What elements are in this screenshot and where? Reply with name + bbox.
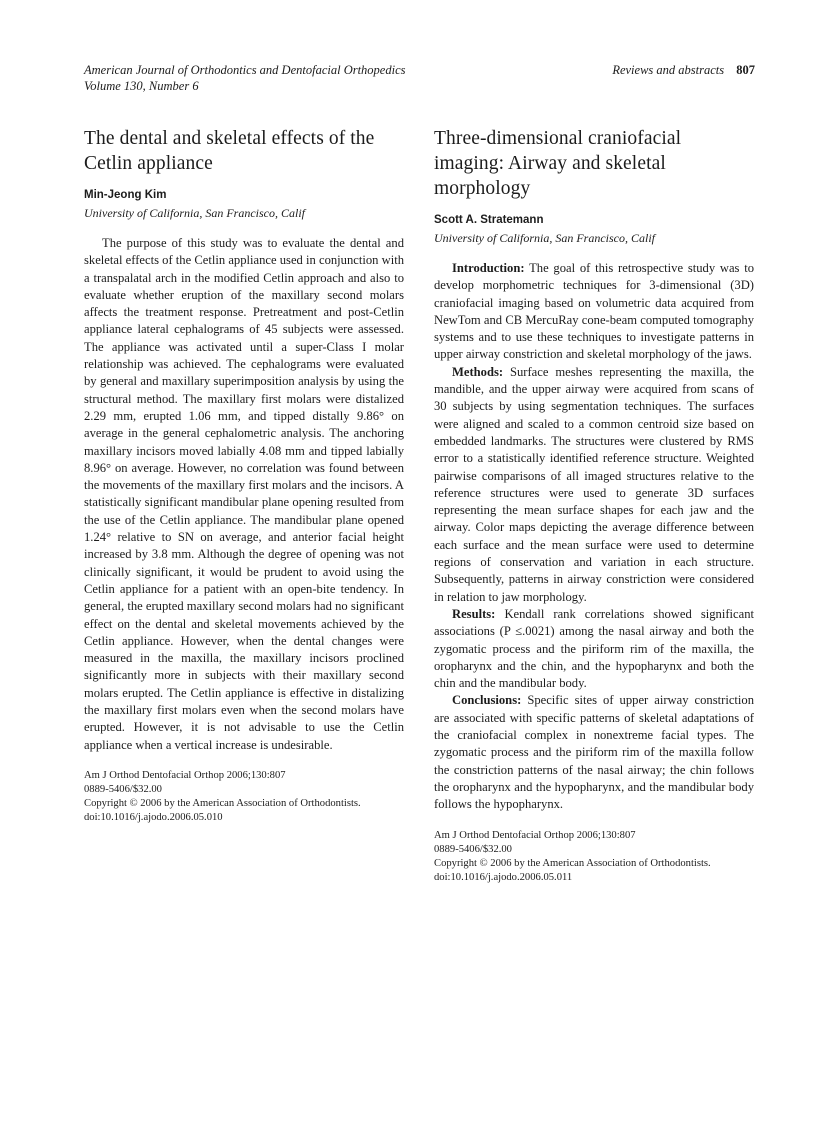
journal-volume-number: Volume 130, Number 6: [84, 79, 199, 93]
section-label: Conclusions:: [452, 693, 522, 708]
section-text: The goal of this retrospective study was to develop morphometric techniques for 3-dimensional (3D) craniofacial imaging based on volumetric data acquired from NewTom and CB MercuRay cone-beam computed tomography systems and to use these techniques to investigate patterns in upper airway constriction and skeletal morphology of the jaws.: [434, 261, 754, 362]
citation-copyright: Copyright © 2006 by the American Association of Orthodontists.: [84, 797, 361, 809]
journal-title: American Journal of Orthodontics and Dentofacial Orthopedics: [84, 63, 406, 77]
article-left: [84, 126, 404, 885]
journal-info: [84, 62, 406, 94]
abstract-section-conclusions: [434, 692, 754, 813]
section-text: Surface meshes representing the maxilla, the mandible, and the upper airway were acquired from scans of 30 subjects by using segmentation techniques. The surfaces were aligned and scaled to a common centroid size based on embedded landmarks. The structures were clustered by RMS error to a statistically identified reference structure. Weighted pairwise comparisons of all imaged structures relative to the reference structures were used to generate 3D surfaces representing the mean surface shapes for each jaw and the airway. Color maps depicting the average difference between each surface and the mean surface were used to determine regions of conservation and variation in each structure. Subsequently, patterns in airway constriction were considered in relation to jaw morphology.: [434, 364, 754, 604]
abstract-section-results: [434, 606, 754, 692]
abstract-section-methods: [434, 364, 754, 606]
section-text: Kendall rank correlations showed significant associations (P ≤.0021) among the nasal airway and both the zygomatic process and the piriform rim of the maxilla, the oropharynx and the chin, and the hypopharynx and both the chin and the mandibular body.: [434, 606, 754, 691]
author-affiliation: University of California, San Francisco, Calif: [434, 231, 655, 245]
author-name: Min-Jeong Kim: [84, 189, 167, 201]
two-column-layout: [84, 126, 755, 885]
citation-doi: doi:10.1016/j.ajodo.2006.05.010: [84, 811, 223, 823]
section-label: Methods:: [452, 364, 504, 379]
citation-doi: doi:10.1016/j.ajodo.2006.05.011: [434, 871, 573, 883]
section-label: Results:: [452, 606, 496, 621]
page-number: 807: [736, 63, 755, 77]
citation-reference: Am J Orthod Dentofacial Orthop 2006;130:807: [84, 769, 286, 781]
section-label: Introduction:: [452, 261, 525, 275]
section-name: Reviews and abstracts: [612, 63, 725, 77]
abstract-section-introduction: [434, 260, 754, 364]
citation-block: [84, 769, 404, 825]
author-affiliation: University of California, San Francisco, Calif: [84, 206, 305, 220]
running-head: [84, 62, 755, 94]
citation-issn-price: 0889-5406/$32.00: [84, 783, 162, 795]
section-text: Specific sites of upper airway constriction are associated with specific patterns of skeletal adaptations of the craniofacial complex in nonextreme facial types. The zygomatic process and the piriform rim of the maxilla follow the constriction patterns of the nasal airway; the chin follows the oropharynx and the hypopharynx, and the mandibular body follows the hypopharynx.: [434, 693, 754, 812]
abstract-body: The purpose of this study was to evaluate the dental and skeletal effects of the Cetlin appliance used in conjunction with a transpalatal arch in the modified Cetlin approach and also to evaluate whether eruption of the maxillary second molars affects the treatment response. Pretreatment and post-Cetlin appliance lateral cephalograms of 45 subjects were assessed. The appliance was activated until a super-Class I molar relationship was achieved. The cephalograms were evaluated by general and maxillary superimposition analysis by using the structural method. The maxillary first molars were distalized 2.29 mm, erupted 1.06 mm, and tipped distally 9.86° on average in the general cephalometric analysis. The anchoring maxillary incisors moved labially 4.08 mm and tipped labially 8.96° on average. However, no correlation was found between the movements of the maxillary first molars and the incisors. A statistically significant mandibular plane opening resulted from the use of the Cetlin appliance. The mandibular plane opened 1.24° relative to SN on average, and anterior facial height increased by 3.8 mm. Although the degree of opening was not clinically significant, it would be prudent to avoid using the Cetlin appliance for a patient with an open-bite tendency. In general, the erupted maxillary second molars had no significant effect on the dental and skeletal movements achieved by the Cetlin appliance. However, when the dental changes were measured in the maxilla, the maxillary incisors proclined significantly more in subjects with their maxillary second molars erupted. The Cetlin appliance is effective in distalizing the maxillary first molars even when the second molars have erupted. However, it is not advisable to use the Cetlin appliance when a vertical increase is undesirable.: [84, 236, 404, 752]
author-name: Scott A. Stratemann: [434, 214, 544, 226]
article-title: Three-dimensional craniofacial imaging: Airway and skeletal morphology: [434, 128, 682, 199]
article-title: The dental and skeletal effects of the Cetlin appliance: [84, 128, 375, 174]
citation-copyright: Copyright © 2006 by the American Association of Orthodontists.: [434, 857, 711, 869]
citation-reference: Am J Orthod Dentofacial Orthop 2006;130:807: [434, 829, 636, 841]
section-header: [612, 62, 755, 78]
article-right: [434, 126, 754, 885]
citation-block: [434, 829, 754, 885]
citation-issn-price: 0889-5406/$32.00: [434, 843, 512, 855]
